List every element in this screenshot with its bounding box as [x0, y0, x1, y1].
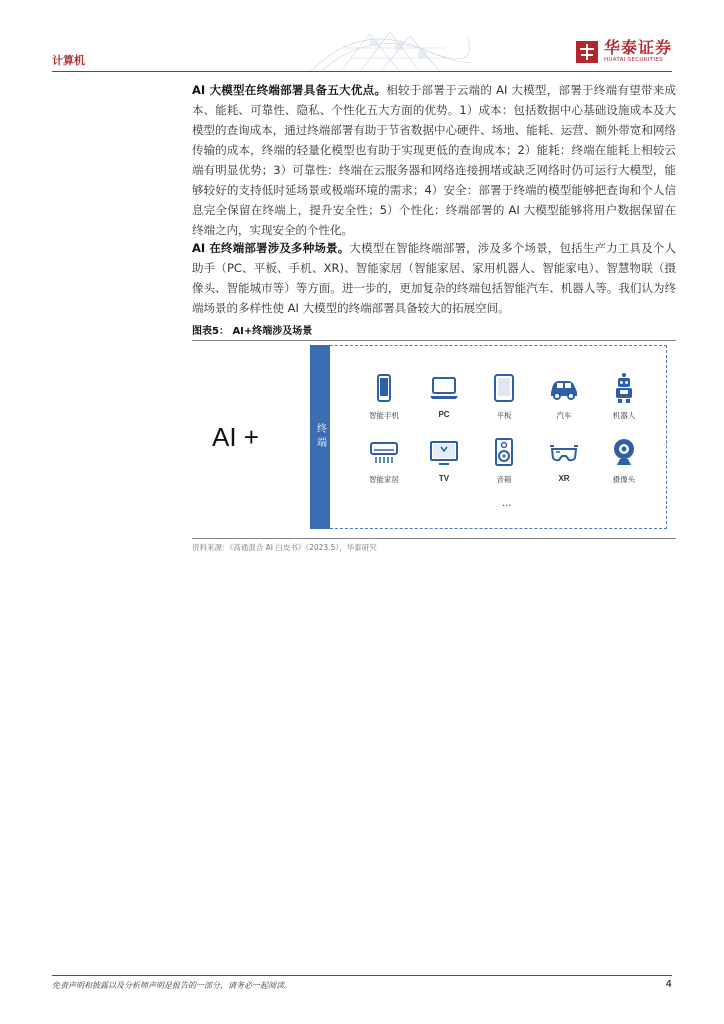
- terminal-side-label: 终端: [310, 345, 330, 529]
- figure-ai-terminal: [192, 340, 676, 536]
- figure-source: 资料来源：《高通混合 AI 白皮书》（2023.5），华泰研究: [192, 538, 676, 553]
- vr-glasses-icon: [548, 436, 580, 468]
- section-name: 计算机: [52, 54, 85, 67]
- terminal-item: PC: [414, 370, 474, 420]
- terminal-item: 摄像头: [594, 434, 654, 484]
- page-number: 4: [665, 979, 672, 990]
- paragraph-body: 大模型在智能终端部署，涉及多个场景，包括生产力工具及个人助手（PC、平板、手机、XR)、智能家居（智能家居、家用机器人、智能家电）、智慧物联（摄像头、智能城市等）等方面。进一步的，更加复杂的终端包括智能汽车、机器人等。我们认为终端场景的多样性使 AI 大模型的终端部署具备较大的拓展空间。: [192, 241, 677, 315]
- disclaimer-text: 免责声明和披露以及分析师声明是报告的一部分，请务必一起阅读。: [52, 981, 292, 990]
- paragraph-advantages: [192, 80, 676, 240]
- tv-icon: [428, 436, 460, 468]
- speaker-icon: [488, 436, 520, 468]
- company-logo: [576, 40, 672, 64]
- huatai-logo-icon: [576, 41, 598, 63]
- terminal-item: XR: [534, 434, 594, 484]
- footer-divider: [52, 975, 672, 976]
- terminal-item: 平板: [474, 370, 534, 420]
- header-divider: [52, 71, 672, 72]
- terminal-item: 智能家居: [354, 434, 414, 484]
- webcam-icon: [608, 436, 640, 468]
- figure-title: 图表5： AI+终端涉及场景: [192, 322, 676, 341]
- header-decoration: [300, 28, 470, 74]
- air-conditioner-icon: [368, 436, 400, 468]
- logo-english-name: HUATAI SECURITIES: [603, 57, 663, 63]
- ai-plus-label: AI +: [212, 422, 259, 452]
- terminal-item: 智能手机: [354, 370, 414, 420]
- terminal-grid: [354, 370, 654, 484]
- robot-icon: [608, 372, 640, 404]
- paragraph-lead: AI 在终端部署涉及多种场景。: [192, 241, 350, 255]
- terminal-item: 汽车: [534, 370, 594, 420]
- smartphone-icon: [368, 372, 400, 404]
- terminal-item: TV: [414, 434, 474, 484]
- logo-chinese-name: 华泰证券: [603, 38, 672, 57]
- terminal-item: 音箱: [474, 434, 534, 484]
- more-items-ellipsis: ...: [502, 498, 512, 509]
- car-icon: [548, 372, 580, 404]
- paragraph-scenarios: [192, 238, 676, 318]
- paragraph-body: 相较于部署于云端的 AI 大模型，部署于终端有望带来成本、能耗、可靠性、隐私、个性化五大方面的优势。1）成本：包括数据中心基础设施成本及大模型的查询成本，通过终端部署有助于节省数据中心硬件、场地、能耗、运营、额外带宽和网络传输的成本，终端的轻量化模型也有助于实现更低的查询成本；2）能耗：终端在能耗上相较云端有明显优势；3）可靠性：终端在云服务器和网络连接拥堵或缺乏网络时仍可运行大模型，能够较好的支持低时延场景或极端环境的需求；4）安全：部署于终端的模型能够把查询和个人信息完全保留在终端上，提升安全性；5）个性化：终端部署的 AI 大模型能够将用户数据保留在终端之内，实现安全的个性化。: [192, 83, 676, 237]
- laptop-icon: [428, 372, 460, 404]
- tablet-icon: [488, 372, 520, 404]
- paragraph-lead: AI 大模型在终端部署具备五大优点。: [192, 83, 387, 97]
- terminal-item: 机器人: [594, 370, 654, 420]
